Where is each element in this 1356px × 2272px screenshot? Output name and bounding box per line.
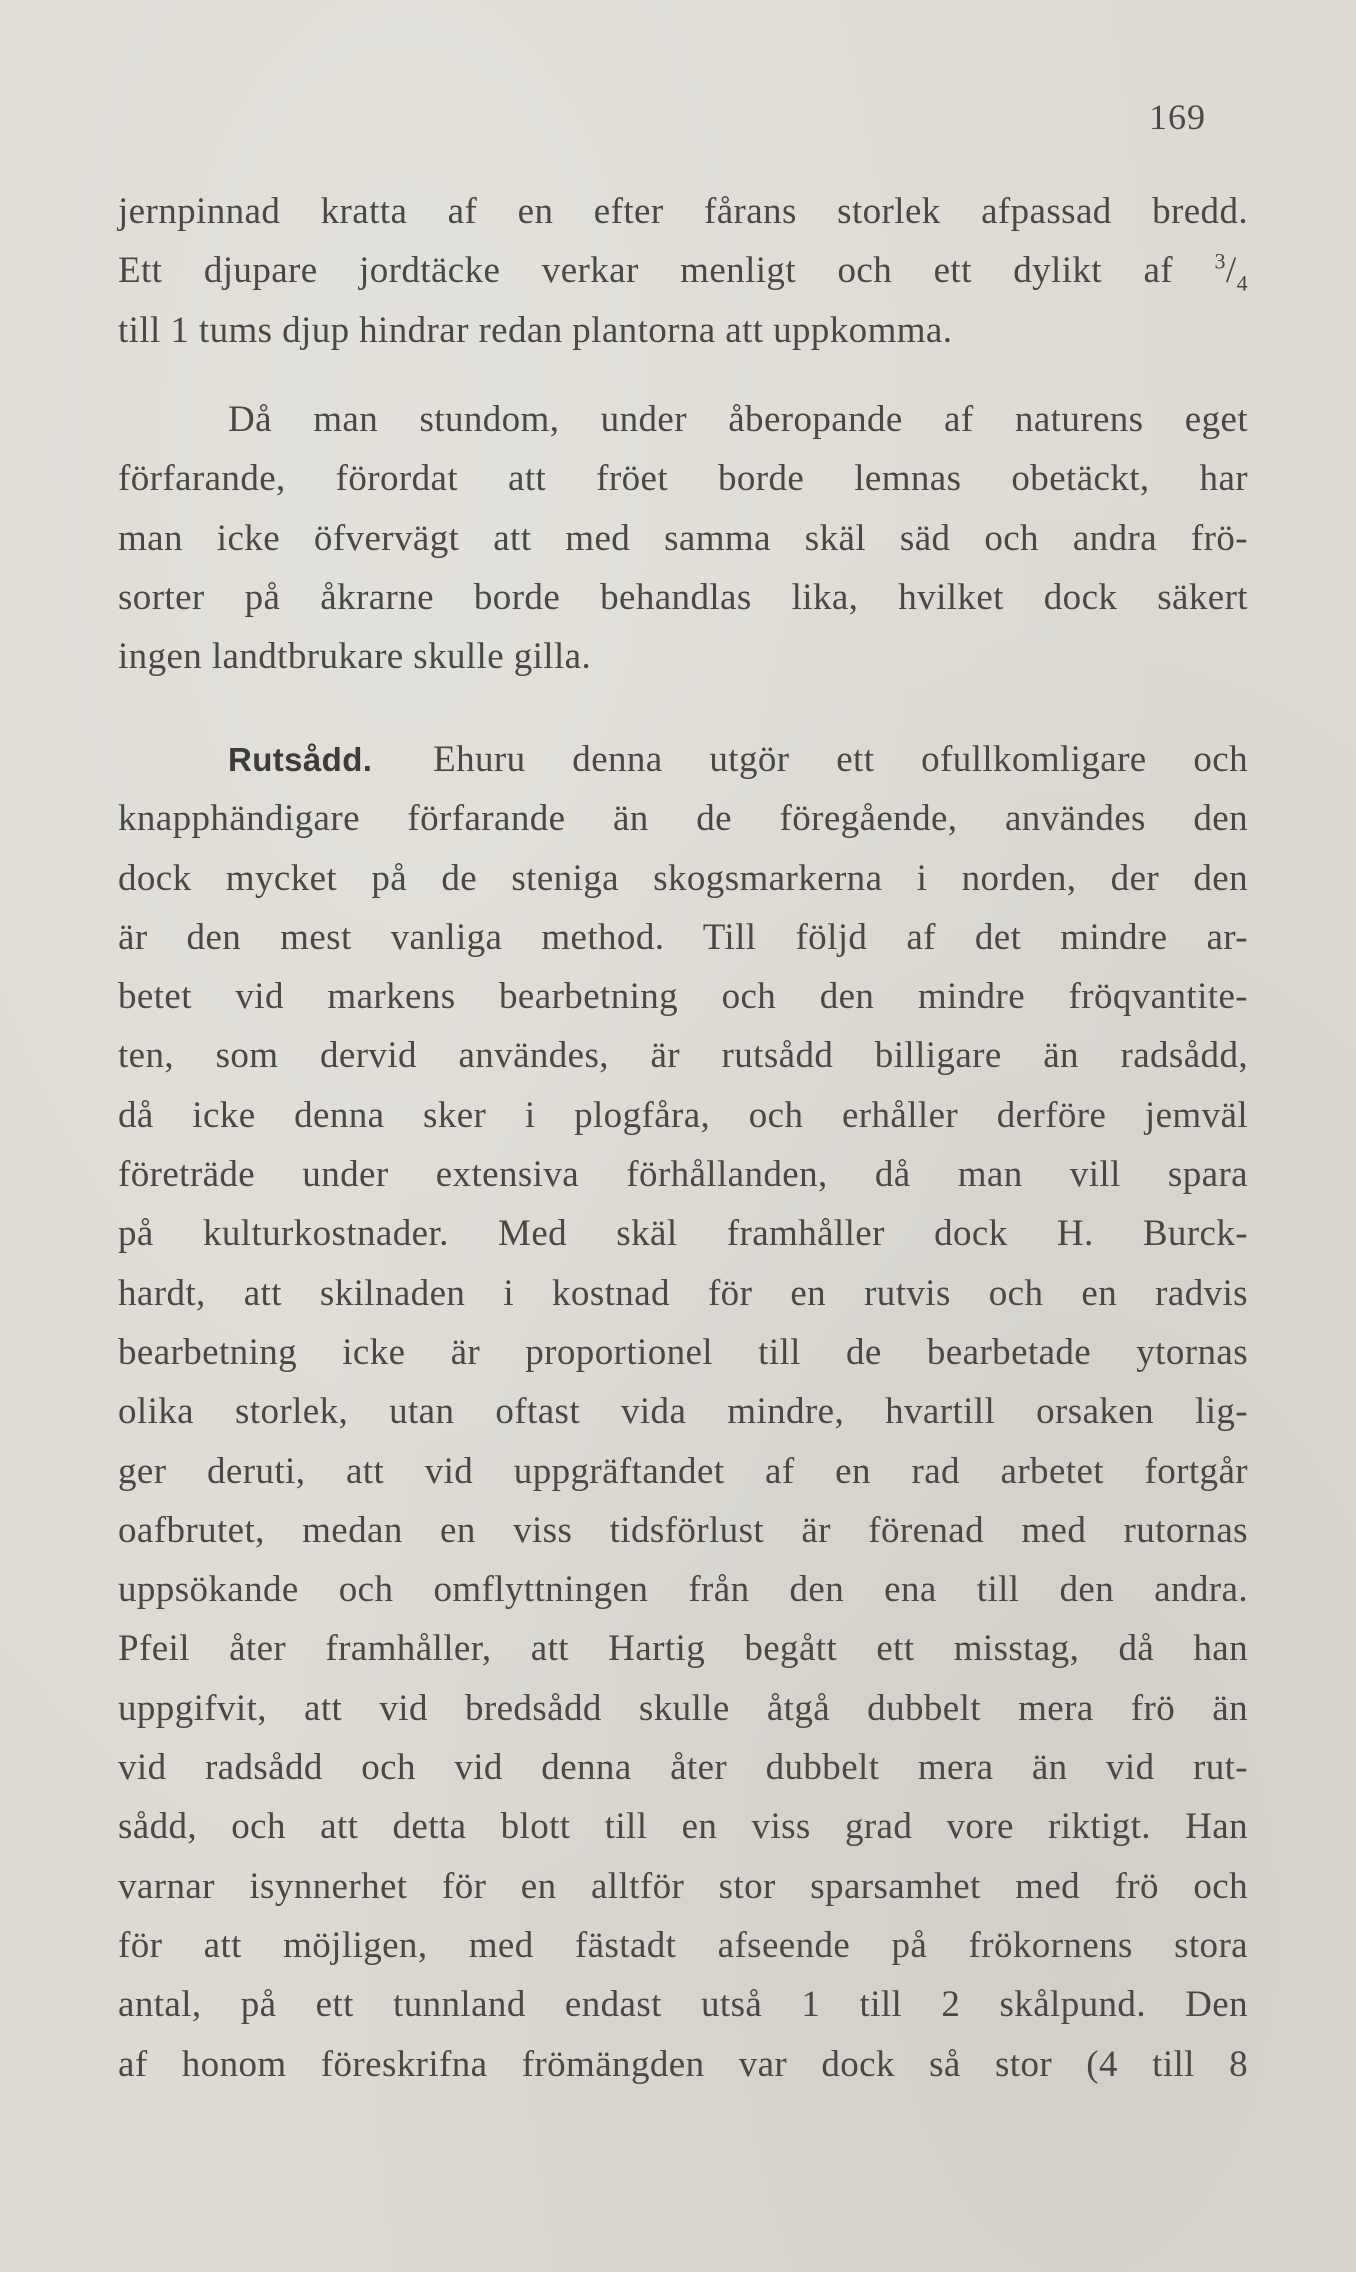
text-line: för att möjligen, med fästadt afseende på frökornens stora bbox=[118, 1924, 1248, 1966]
text-line: uppgifvit, att vid bredsådd skulle åtgå dubbelt mera frö än bbox=[118, 1687, 1248, 1729]
text-line: på kulturkostnader. Med skäl framhåller dock H. Burck- bbox=[118, 1213, 1248, 1255]
text-line-content: Ett djupare jordtäcke verkar menligt och ett dylikt af bbox=[118, 250, 1174, 292]
text-line: af honom föreskrifna frömängden var dock så stor (4 till 8 bbox=[118, 2043, 1248, 2085]
text-line: är den mest vanliga method. Till följd af det mindre ar- bbox=[118, 916, 1248, 958]
fraction-denominator: 4 bbox=[1236, 270, 1248, 296]
text-line: dock mycket på de steniga skogsmarkerna i norden, der den bbox=[118, 857, 1248, 899]
text-line: olika storlek, utan oftast vida mindre, hvartill orsaken lig- bbox=[118, 1391, 1248, 1433]
page-number: 169 bbox=[1149, 97, 1206, 137]
text-line: bearbetning icke är proportionel till de bearbetade ytornas bbox=[118, 1331, 1248, 1373]
text-line: ingen landtbrukare skulle gilla. bbox=[118, 636, 592, 678]
fraction-numerator: 3 bbox=[1214, 248, 1226, 274]
text-line: sådd, och att detta blott till en viss grad vore riktigt. Han bbox=[118, 1806, 1248, 1848]
text-line-content: Ehuru denna utgör ett ofullkomligare och bbox=[433, 739, 1248, 780]
text-line: man icke öfvervägt att med samma skäl säd och andra frö- bbox=[118, 517, 1248, 559]
text-line: företräde under extensiva förhållanden, då man vill spara bbox=[118, 1154, 1248, 1196]
text-line: varnar isynnerhet för en alltför stor sparsamhet med frö och bbox=[118, 1865, 1248, 1907]
text-line: oafbrutet, medan en viss tidsförlust är förenad med rutornas bbox=[118, 1509, 1248, 1551]
section-heading: Rutsådd. bbox=[228, 741, 373, 778]
text-line: knapphändigare förfarande än de föregående, användes den bbox=[118, 798, 1248, 840]
text-line: då icke denna sker i plogfåra, och erhåller derföre jemväl bbox=[118, 1094, 1248, 1136]
text-line: vid radsådd och vid denna åter dubbelt mera än vid rut- bbox=[118, 1747, 1248, 1789]
text-line: hardt, att skilnaden i kostnad för en rutvis och en radvis bbox=[118, 1272, 1248, 1314]
text-line: Pfeil åter framhåller, att Hartig begått ett misstag, då han bbox=[118, 1628, 1248, 1670]
paragraph-2 bbox=[118, 390, 1248, 686]
paragraph-3 bbox=[118, 730, 1248, 2094]
text-line bbox=[118, 730, 1248, 789]
text-line: betet vid markens bearbetning och den mindre fröqvantite- bbox=[118, 976, 1248, 1018]
text-line: Ett djupare jordtäcke verkar menligt och ett dylikt af $^3/_4$ bbox=[118, 248, 1248, 296]
text-line: antal, på ett tunnland endast utså 1 till 2 skålpund. Den bbox=[118, 1984, 1248, 2026]
text-line: ten, som dervid användes, är rutsådd billigare än radsådd, bbox=[118, 1035, 1248, 1077]
text-line: till 1 tums djup hindrar redan plantorna att uppkomma. bbox=[118, 309, 953, 351]
text-line: uppsökande och omflyttningen från den ena till den andra. bbox=[118, 1569, 1248, 1611]
text-line: Då man stundom, under åberopande af naturens eget bbox=[228, 399, 1248, 440]
text-line: jernpinnad kratta af en efter fårans storlek afpassad bredd. bbox=[118, 191, 1248, 232]
text-line: ger deruti, att vid uppgräftandet af en rad arbetet fortgår bbox=[118, 1450, 1248, 1492]
paragraph-1 bbox=[118, 182, 1248, 360]
text-line: förfarande, förordat att fröet borde lemnas obetäckt, har bbox=[118, 458, 1248, 500]
text-line: sorter på åkrarne borde behandlas lika, hvilket dock säkert bbox=[118, 576, 1248, 618]
